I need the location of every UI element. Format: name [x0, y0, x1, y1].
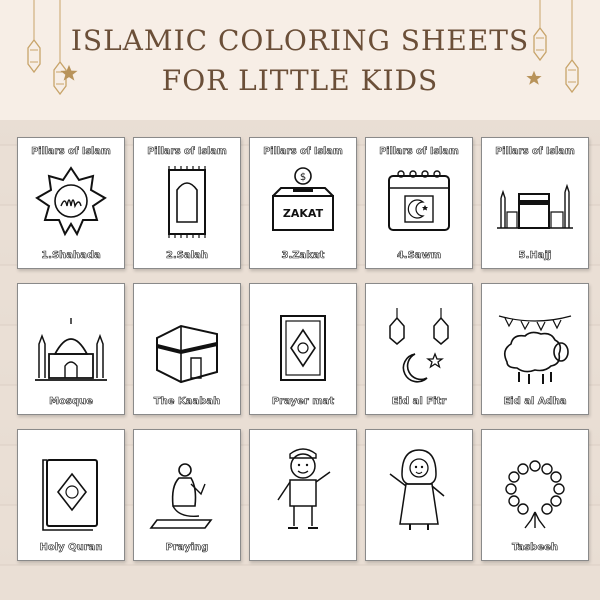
- header-banner: [0, 0, 600, 120]
- kaaba-icon: [147, 308, 227, 388]
- card-caption: Praying: [165, 542, 209, 553]
- calendar-crescent-icon: [379, 162, 459, 242]
- allah-calligraphy-star-icon: [31, 162, 111, 242]
- sheep-bunting-icon: [495, 308, 575, 388]
- card-caption: Eid al Fitr: [391, 396, 447, 407]
- coloring-sheet-praying: [133, 429, 241, 561]
- card-caption: 5.Hajj: [518, 250, 552, 261]
- card-caption: 1.Shahada: [41, 250, 101, 261]
- coloring-sheet-girl: [365, 429, 473, 561]
- zakat-box-icon: [263, 162, 343, 242]
- title-line-2: FOR LITTLE KIDS: [161, 64, 439, 97]
- card-top-label: Pillars of Islam: [495, 146, 575, 157]
- card-top-label: Pillars of Islam: [263, 146, 343, 157]
- kaaba-minarets-icon: [495, 162, 575, 242]
- coloring-sheet-kaabah: [133, 283, 241, 415]
- card-top-label: Pillars of Islam: [379, 146, 459, 157]
- tasbeeh-beads-icon: [495, 454, 575, 534]
- quran-book-icon: [31, 454, 111, 534]
- title-line-1: ISLAMIC COLORING SHEETS: [70, 24, 530, 57]
- card-caption: 3.Zakat: [281, 250, 325, 261]
- coloring-sheet-eid-adha: [481, 283, 589, 415]
- card-top-label: Pillars of Islam: [147, 146, 227, 157]
- svg-text:$: $: [299, 172, 307, 183]
- coloring-sheet-mosque: [17, 283, 125, 415]
- coloring-sheet-zakat: [249, 137, 357, 269]
- card-caption: Tasbeeh: [511, 542, 559, 553]
- card-top-label: Pillars of Islam: [31, 146, 111, 157]
- coloring-sheet-holy-quran: [17, 429, 125, 561]
- coloring-sheet-tasbeeh: [481, 429, 589, 561]
- card-caption: 2.Salah: [165, 250, 208, 261]
- lanterns-crescent-icon: [379, 308, 459, 388]
- prayer-rug-icon: [147, 162, 227, 242]
- mosque-icon: [31, 308, 111, 388]
- coloring-sheet-hajj: [481, 137, 589, 269]
- coloring-sheet-prayer-mat: [249, 283, 357, 415]
- boy-cartoon-icon: [260, 444, 346, 536]
- coloring-sheet-sawm: [365, 137, 473, 269]
- girl-cartoon-icon: [376, 444, 462, 536]
- coloring-sheet-boy: [249, 429, 357, 561]
- card-caption: Eid al Adha: [503, 396, 567, 407]
- coloring-sheet-shahada: [17, 137, 125, 269]
- prayer-mat-icon: [263, 308, 343, 388]
- coloring-sheet-eid-fitr: [365, 283, 473, 415]
- card-caption: Prayer mat: [271, 396, 335, 407]
- card-caption: 4.Sawm: [396, 250, 442, 261]
- card-caption: Mosque: [49, 396, 93, 407]
- praying-man-icon: [147, 454, 227, 534]
- card-caption: Holy Quran: [39, 542, 103, 553]
- coloring-sheet-salah: [133, 137, 241, 269]
- card-caption: The Kaabah: [153, 396, 221, 407]
- zakat-text: ZAKAT: [282, 207, 324, 220]
